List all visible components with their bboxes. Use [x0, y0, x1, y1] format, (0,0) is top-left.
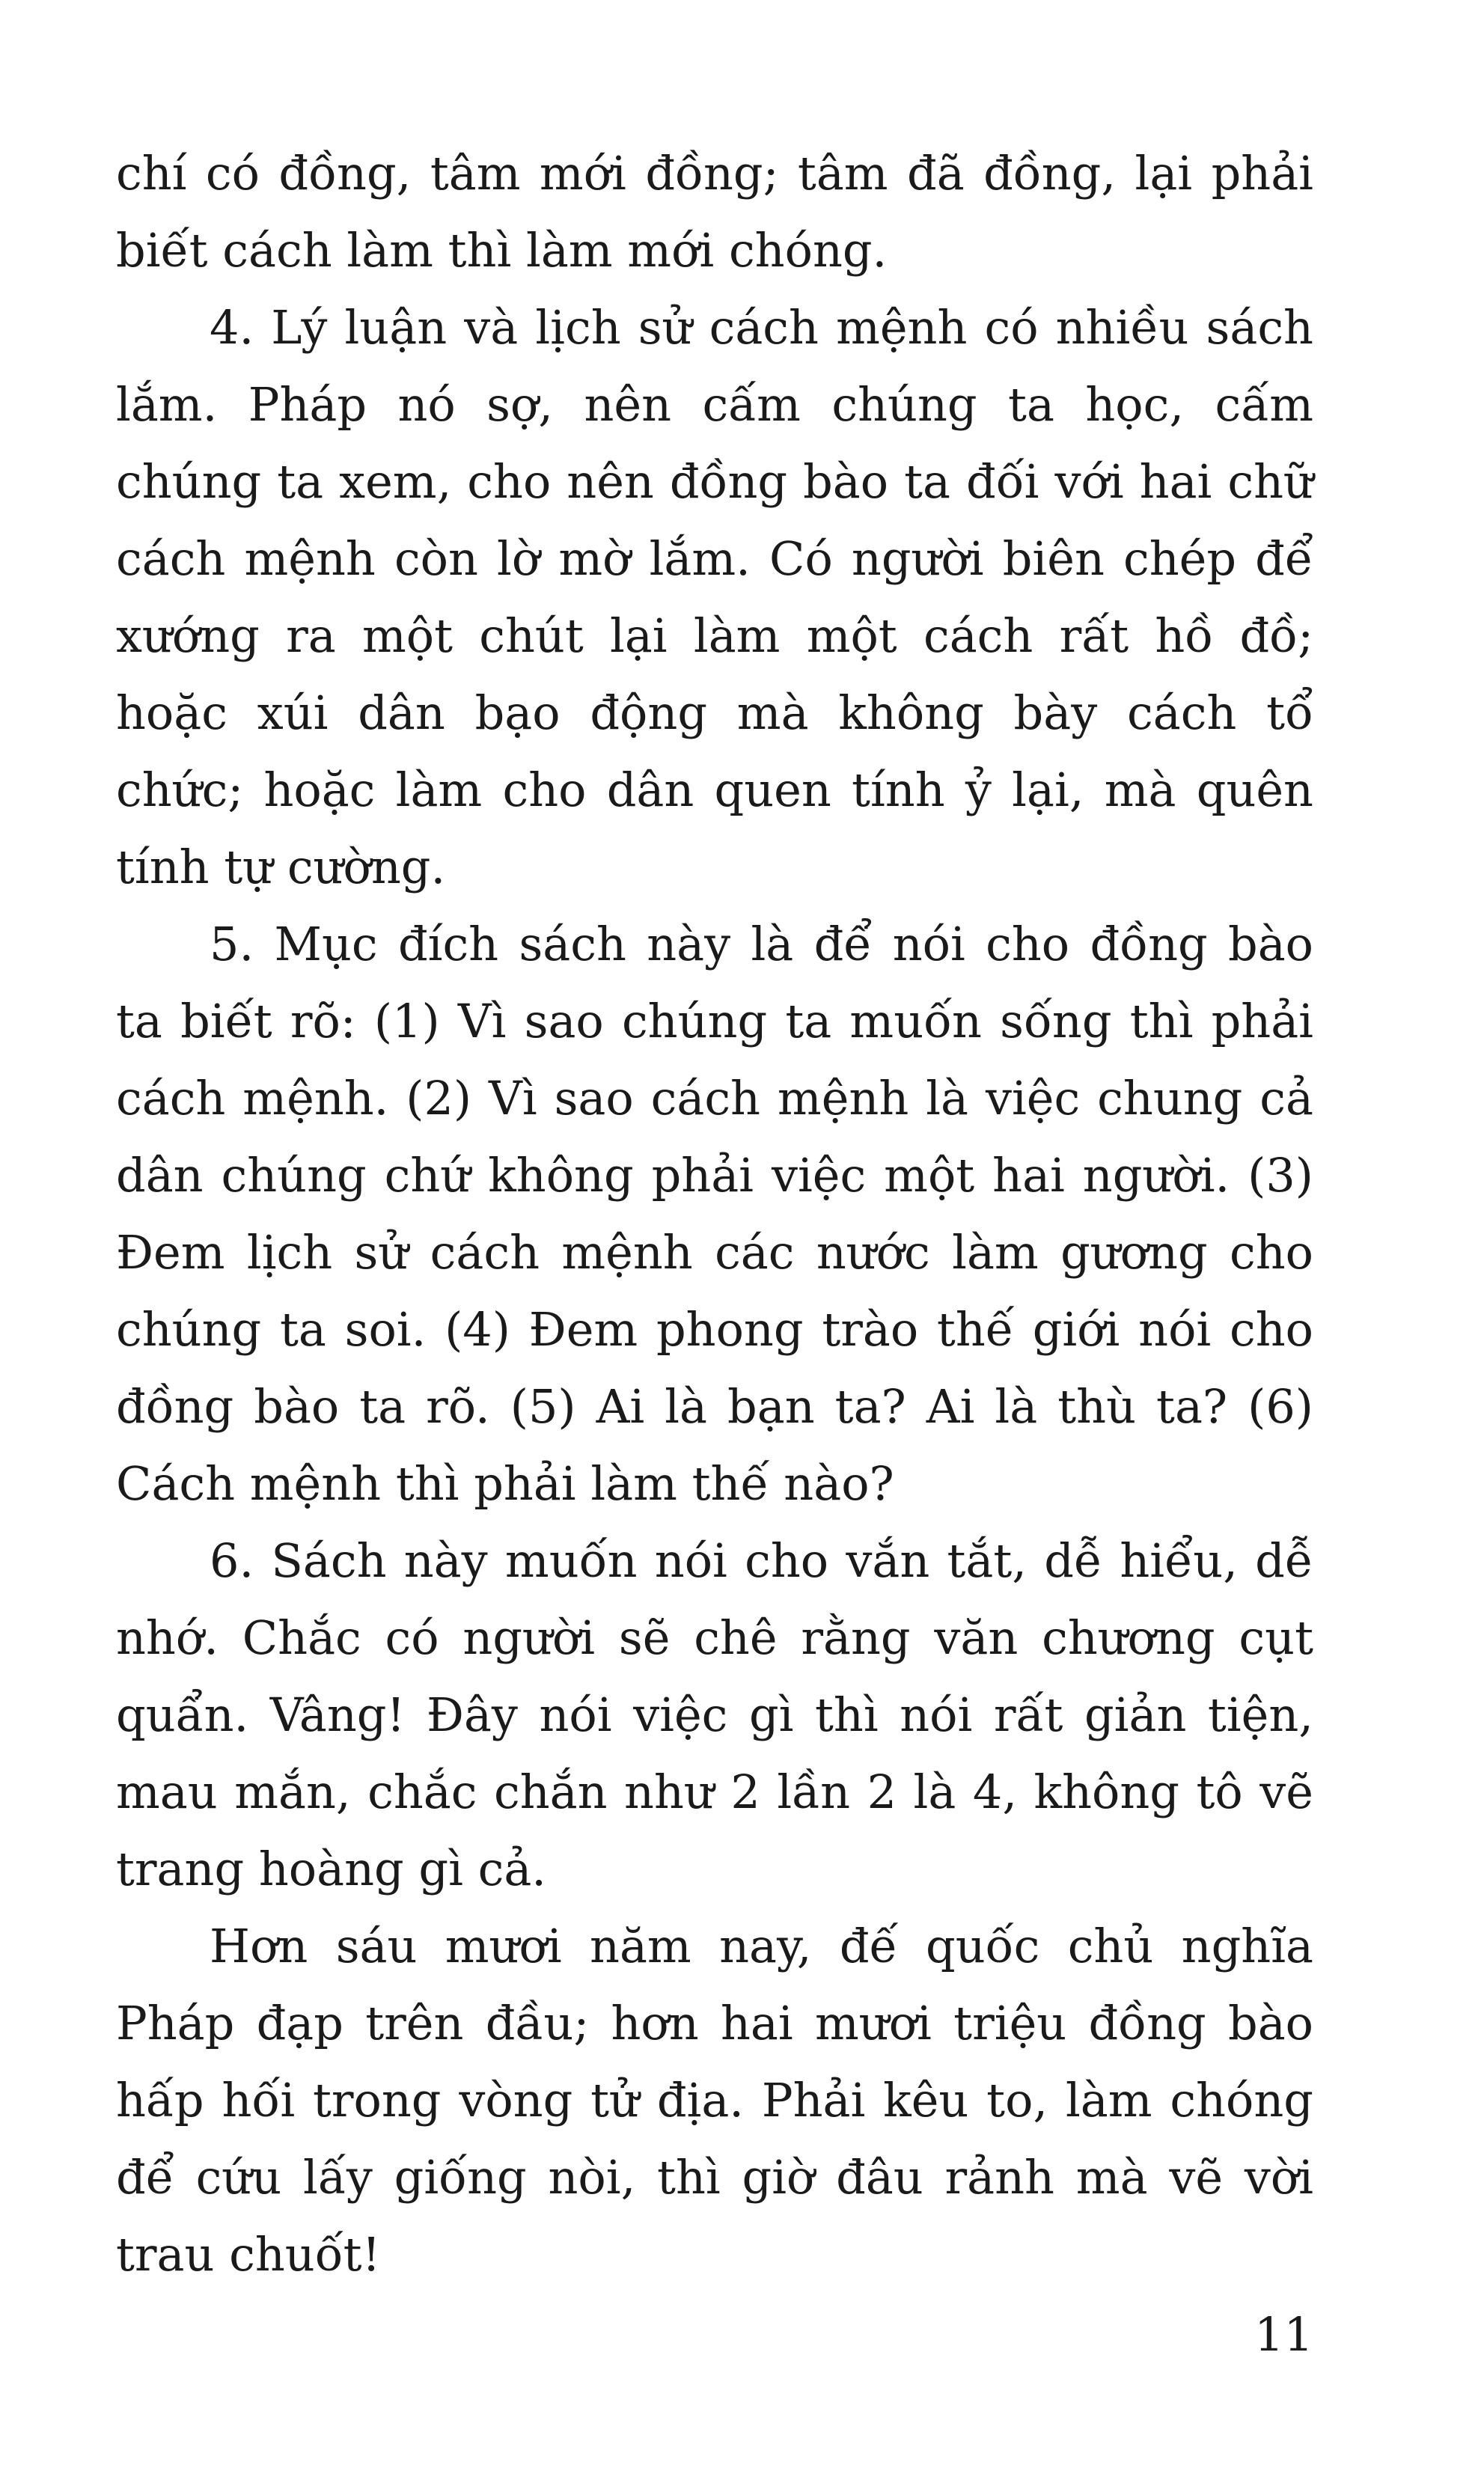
paragraph-item-6: 6. Sách này muốn nói cho vắn tắt, dễ hiểu, dễ nhớ. Chắc có người sẽ chê rằng văn chương cụt quẩn. Vâng! Đây nói việc gì thì nói rất giản tiện, mau mắn, chắc chắn như 2 lần 2 là 4, không tô vẽ trang hoàng gì cả.: [116, 1533, 1313, 1896]
paragraph-item-5: 5. Mục đích sách này là để nói cho đồng bào ta biết rõ: (1) Vì sao chúng ta muốn sống thì phải cách mệnh. (2) Vì sao cách mệnh là việc chung cả dân chúng chứ không phải việc một hai người. (3) Đem lịch sử cách mệnh các nước làm gương cho chúng ta soi. (4) Đem phong trào thế giới nói cho đồng bào ta rõ. (5) Ai là bạn ta? Ai là thù ta? (6) Cách mệnh thì phải làm thế nào?: [116, 917, 1313, 1511]
page-number: 11: [1254, 2307, 1313, 2362]
paragraph-item-4: 4. Lý luận và lịch sử cách mệnh có nhiều sách lắm. Pháp nó sợ, nên cấm chúng ta học, cấm chúng ta xem, cho nên đồng bào ta đối với hai chữ cách mệnh còn lờ mờ lắm. Có người biên chép để xướng ra một chút lại làm một cách rất hồ đồ; hoặc xúi dân bạo động mà không bày cách tổ chức; hoặc làm cho dân quen tính ỷ lại, mà quên tính tự cường.: [116, 300, 1313, 894]
body-text: [116, 135, 1313, 2293]
paragraph-continuation: chí có đồng, tâm mới đồng; tâm đã đồng, lại phải biết cách làm thì làm mới chóng.: [116, 146, 1313, 278]
paragraph-closing: Hơn sáu mươi năm nay, đế quốc chủ nghĩa Pháp đạp trên đầu; hơn hai mươi triệu đồng bào hấp hối trong vòng tử địa. Phải kêu to, làm chóng để cứu lấy giống nòi, thì giờ đâu rảnh mà vẽ vời trau chuốt!: [116, 1919, 1313, 2282]
